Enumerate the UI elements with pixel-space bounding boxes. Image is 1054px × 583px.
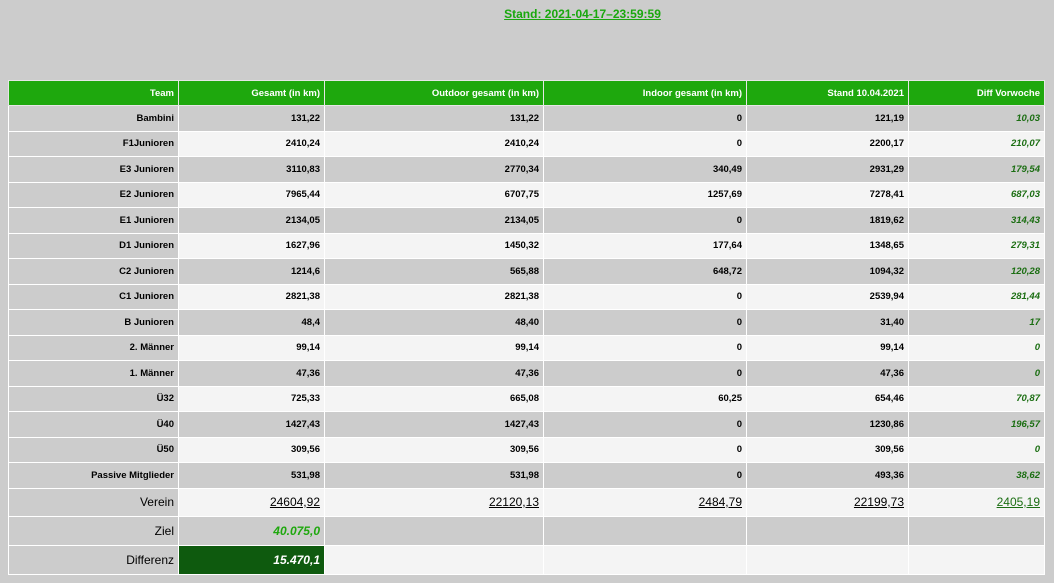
cell-gesamt: 1627,96: [179, 233, 325, 259]
cell-stand: 654,46: [747, 386, 909, 412]
cell-outdoor: 47,36: [325, 361, 544, 387]
cell-indoor: 0: [544, 437, 747, 463]
stand-timestamp-link[interactable]: Stand: 2021-04-17–23:59:59: [504, 7, 661, 21]
cell-gesamt: 99,14: [179, 335, 325, 361]
cell-indoor: 60,25: [544, 386, 747, 412]
cell-diff: 70,87: [909, 386, 1045, 412]
cell-gesamt: 2821,38: [179, 284, 325, 310]
cell-outdoor: 2770,34: [325, 157, 544, 183]
cell-diff: 38,62: [909, 463, 1045, 489]
cell-gesamt: 2134,05: [179, 208, 325, 234]
table-row: [9, 310, 1045, 336]
empty-cell: [747, 516, 909, 545]
cell-gesamt: 1427,43: [179, 412, 325, 438]
table-row: [9, 284, 1045, 310]
cell-gesamt: 531,98: [179, 463, 325, 489]
cell-outdoor: 1450,32: [325, 233, 544, 259]
verein-indoor: 2484,79: [544, 488, 747, 516]
cell-stand: 309,56: [747, 437, 909, 463]
cell-indoor: 0: [544, 335, 747, 361]
cell-team: D1 Junioren: [9, 233, 179, 259]
cell-outdoor: 99,14: [325, 335, 544, 361]
ziel-value: 40.075,0: [179, 516, 325, 545]
differenz-value: 15.470,1: [179, 545, 325, 574]
cell-team: F1Junioren: [9, 131, 179, 157]
header-diff: Diff Vorwoche: [909, 81, 1045, 106]
cell-stand: 2539,94: [747, 284, 909, 310]
cell-team: C2 Junioren: [9, 259, 179, 285]
cell-gesamt: 7965,44: [179, 182, 325, 208]
cell-team: 2. Männer: [9, 335, 179, 361]
empty-cell: [325, 516, 544, 545]
cell-indoor: 648,72: [544, 259, 747, 285]
cell-team: Ü50: [9, 437, 179, 463]
table-row: [9, 208, 1045, 234]
cell-gesamt: 47,36: [179, 361, 325, 387]
cell-indoor: 0: [544, 106, 747, 132]
cell-indoor: 0: [544, 208, 747, 234]
cell-team: 1. Männer: [9, 361, 179, 387]
cell-stand: 7278,41: [747, 182, 909, 208]
cell-outdoor: 2134,05: [325, 208, 544, 234]
cell-indoor: 1257,69: [544, 182, 747, 208]
empty-cell: [544, 516, 747, 545]
ziel-label: Ziel: [9, 516, 179, 545]
cell-team: E3 Junioren: [9, 157, 179, 183]
verein-diff: 2405,19: [909, 488, 1045, 516]
cell-outdoor: 565,88: [325, 259, 544, 285]
empty-cell: [909, 545, 1045, 574]
table-row: [9, 412, 1045, 438]
cell-gesamt: 309,56: [179, 437, 325, 463]
header-outdoor: Outdoor gesamt (in km): [325, 81, 544, 106]
cell-team: B Junioren: [9, 310, 179, 336]
verein-gesamt: 24604,92: [179, 488, 325, 516]
cell-stand: 1348,65: [747, 233, 909, 259]
cell-stand: 31,40: [747, 310, 909, 336]
table-row: [9, 361, 1045, 387]
cell-team: E2 Junioren: [9, 182, 179, 208]
table-row: [9, 233, 1045, 259]
cell-team: Ü40: [9, 412, 179, 438]
table-row: [9, 335, 1045, 361]
cell-gesamt: 2410,24: [179, 131, 325, 157]
cell-stand: 1094,32: [747, 259, 909, 285]
table-row: [9, 106, 1045, 132]
cell-outdoor: 309,56: [325, 437, 544, 463]
empty-cell: [909, 516, 1045, 545]
verein-row: [9, 488, 1045, 516]
cell-stand: 1230,86: [747, 412, 909, 438]
cell-gesamt: 725,33: [179, 386, 325, 412]
cell-outdoor: 2410,24: [325, 131, 544, 157]
cell-stand: 99,14: [747, 335, 909, 361]
cell-gesamt: 3110,83: [179, 157, 325, 183]
cell-diff: 0: [909, 361, 1045, 387]
cell-indoor: 0: [544, 412, 747, 438]
empty-cell: [544, 545, 747, 574]
cell-outdoor: 2821,38: [325, 284, 544, 310]
cell-diff: 281,44: [909, 284, 1045, 310]
cell-stand: 121,19: [747, 106, 909, 132]
cell-stand: 2931,29: [747, 157, 909, 183]
cell-diff: 687,03: [909, 182, 1045, 208]
verein-label: Verein: [9, 488, 179, 516]
table-header-row: [9, 81, 1045, 106]
table-row: [9, 259, 1045, 285]
cell-outdoor: 131,22: [325, 106, 544, 132]
cell-indoor: 177,64: [544, 233, 747, 259]
cell-team: Passive Mitglieder: [9, 463, 179, 489]
cell-stand: 493,36: [747, 463, 909, 489]
table-row: [9, 437, 1045, 463]
table-row: [9, 157, 1045, 183]
cell-diff: 210,07: [909, 131, 1045, 157]
cell-indoor: 0: [544, 284, 747, 310]
cell-diff: 179,54: [909, 157, 1045, 183]
cell-diff: 120,28: [909, 259, 1045, 285]
cell-outdoor: 48,40: [325, 310, 544, 336]
cell-stand: 47,36: [747, 361, 909, 387]
cell-diff: 10,03: [909, 106, 1045, 132]
team-distance-table: [8, 80, 1045, 575]
cell-diff: 17: [909, 310, 1045, 336]
cell-gesamt: 48,4: [179, 310, 325, 336]
table-row: [9, 386, 1045, 412]
cell-team: Ü32: [9, 386, 179, 412]
table-row: [9, 463, 1045, 489]
table-row: [9, 131, 1045, 157]
header-stand: Stand 10.04.2021: [747, 81, 909, 106]
header-team: Team: [9, 81, 179, 106]
ziel-row: [9, 516, 1045, 545]
cell-diff: 279,31: [909, 233, 1045, 259]
cell-indoor: 0: [544, 361, 747, 387]
cell-outdoor: 665,08: [325, 386, 544, 412]
cell-indoor: 0: [544, 131, 747, 157]
cell-gesamt: 131,22: [179, 106, 325, 132]
header-indoor: Indoor gesamt (in km): [544, 81, 747, 106]
cell-team: E1 Junioren: [9, 208, 179, 234]
verein-stand: 22199,73: [747, 488, 909, 516]
table-row: [9, 182, 1045, 208]
empty-cell: [747, 545, 909, 574]
cell-team: Bambini: [9, 106, 179, 132]
cell-indoor: 0: [544, 463, 747, 489]
cell-stand: 1819,62: [747, 208, 909, 234]
differenz-row: [9, 545, 1045, 574]
cell-team: C1 Junioren: [9, 284, 179, 310]
empty-cell: [325, 545, 544, 574]
cell-stand: 2200,17: [747, 131, 909, 157]
cell-outdoor: 531,98: [325, 463, 544, 489]
verein-outdoor: 22120,13: [325, 488, 544, 516]
cell-gesamt: 1214,6: [179, 259, 325, 285]
cell-outdoor: 1427,43: [325, 412, 544, 438]
cell-diff: 196,57: [909, 412, 1045, 438]
differenz-label: Differenz: [9, 545, 179, 574]
header-gesamt: Gesamt (in km): [179, 81, 325, 106]
cell-diff: 0: [909, 335, 1045, 361]
cell-indoor: 0: [544, 310, 747, 336]
cell-diff: 0: [909, 437, 1045, 463]
cell-diff: 314,43: [909, 208, 1045, 234]
cell-indoor: 340,49: [544, 157, 747, 183]
cell-outdoor: 6707,75: [325, 182, 544, 208]
